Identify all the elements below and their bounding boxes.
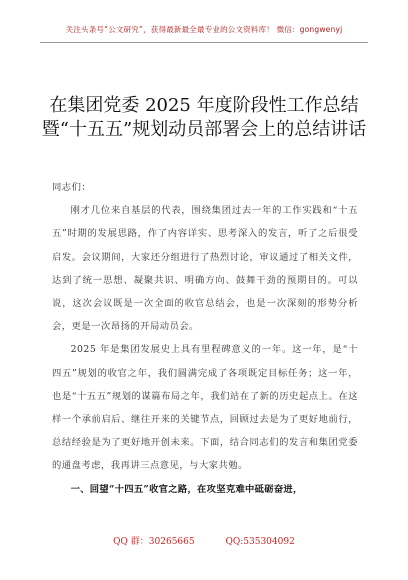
document-title: 在集团党委 2025 年度阶段性工作总结暨“十五五”规划动员部署会上的总结讲话 bbox=[41, 95, 367, 141]
header-divider bbox=[40, 42, 368, 43]
footer-qq-contact: QQ:535304092 bbox=[225, 537, 295, 547]
footer bbox=[0, 534, 408, 547]
section-heading: 一、回望“十四五”收官之路，在攻坚克难中砥砺奋进， bbox=[70, 483, 303, 495]
paragraph: 刚才几位来自基层的代表，围绕集团过去一年的工作实践和“十五五”时期的发展思路，作了内容详实、思考深入的发言，听了之后很受启发。会议期间，大家还分组进行了热烈讨论，审议通过了相关文件，达到了统一思想、凝聚共识、明确方向、鼓舞干劲的预期目的。可以说，这次会议既是一次全面的收官总结会，也是一次深刻的形势分析会，更是一次昂扬的开局动员会。 bbox=[52, 205, 358, 333]
greeting: 同志们： bbox=[52, 182, 92, 193]
document-body bbox=[52, 176, 358, 501]
footer-qq-group: QQ 群：30265665 bbox=[113, 537, 195, 547]
header-banner: 关注头条号“公文研究”，获得最新最全最专业的公文资料库！ 微信：gongwenyj bbox=[65, 25, 343, 34]
paragraph: 2025 年是集团发展史上具有里程碑意义的一年。这一年，是“十四五”规划的收官之年，我们圆满完成了各项既定目标任务；这一年，也是“十五五”规划的谋篇布局之年，我们站在了新的历史起点上。在这样一个承前启后、继往开来的关键节点，回顾过去是为了更好地前行，总结经验是为了更好地开创未来。下面，结合同志们的发言和集团党委的通盘考虑，我再讲三点意见，与大家共勉。 bbox=[52, 344, 358, 472]
